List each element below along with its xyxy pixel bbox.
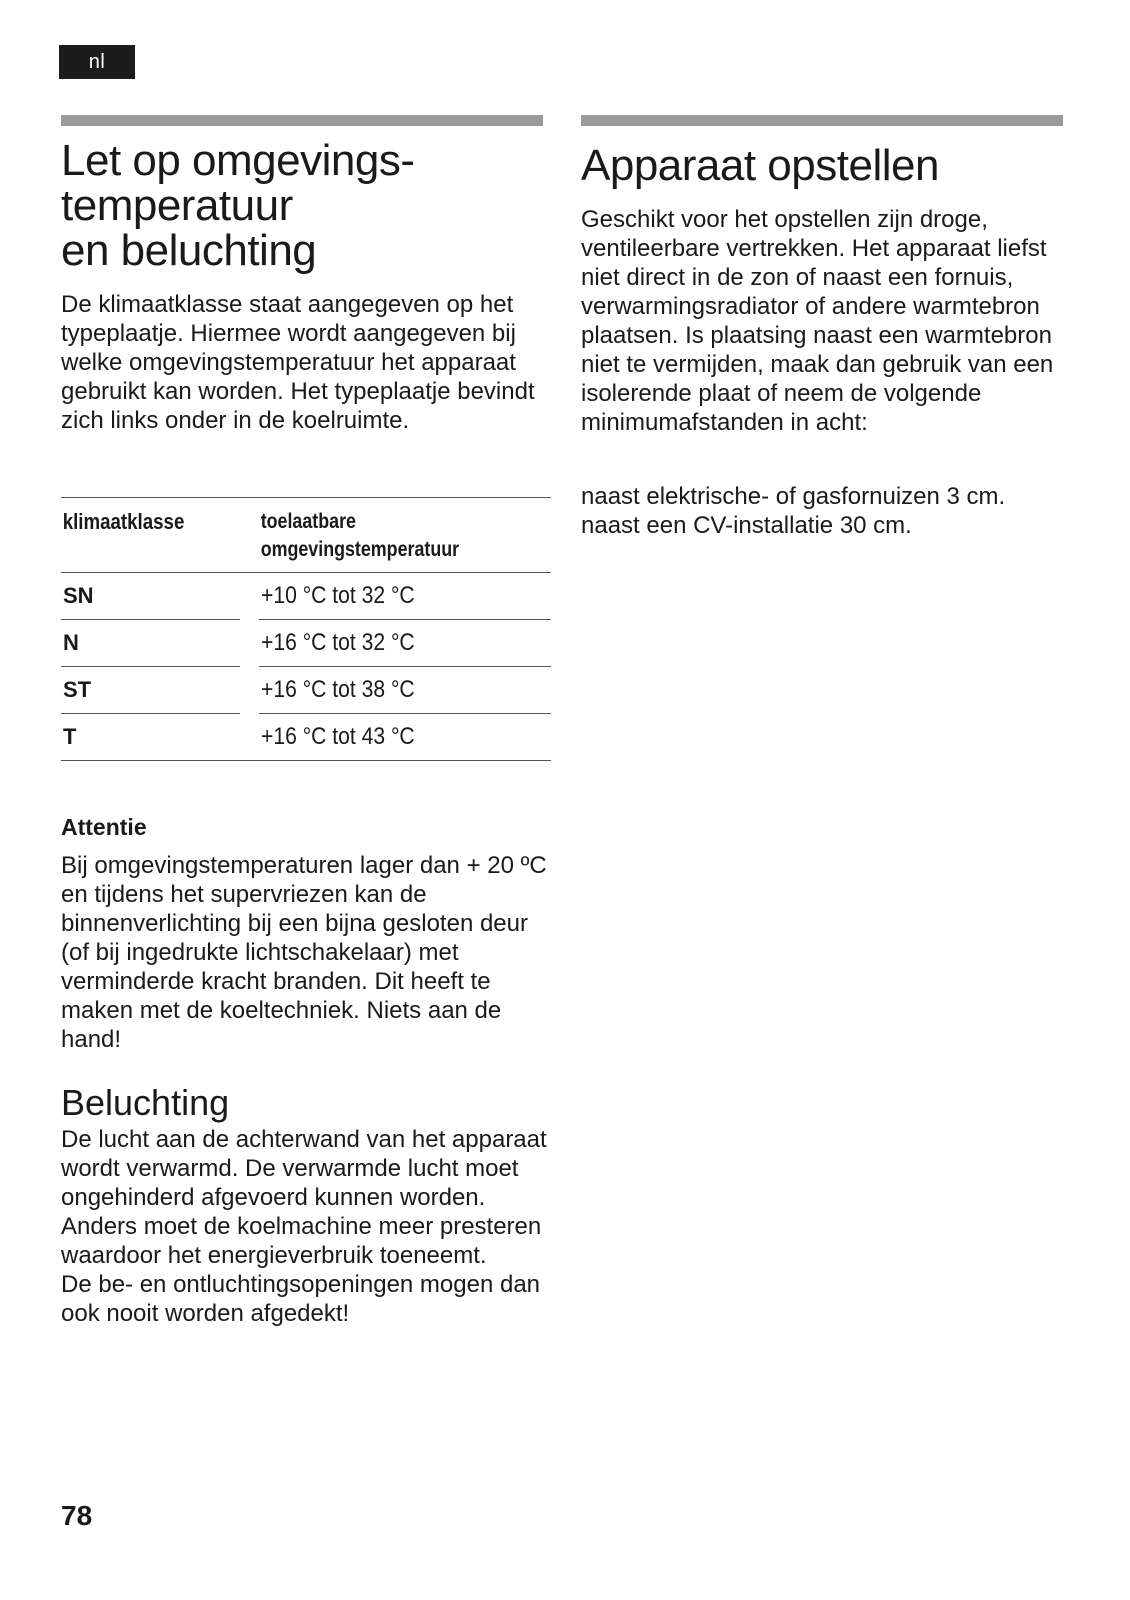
temp-cell: +16 °C tot 38 °C bbox=[259, 667, 551, 714]
heading-omgevingstemperatuur: Let op omgevings- temperatuur en beluchting bbox=[61, 136, 415, 275]
beluchting-paragraph-2: De be- en ontluchtingsopeningen mogen dan ook nooit worden afgedekt! bbox=[61, 1271, 541, 1327]
attention-title: Attentie bbox=[61, 814, 147, 840]
distance-item: naast een CV-installatie 30 cm. bbox=[581, 512, 912, 539]
beluchting-paragraph-1: De lucht aan de achterwand van het apparaat wordt verwarmd. De verwarmde lucht moet ongehinderd afgevoerd kunnen worden. Anders moet de koelmachine meer presteren waardoor het energieverbruik toeneemt. bbox=[61, 1126, 547, 1269]
language-tab: nl bbox=[59, 45, 135, 79]
header-toelaatbare-temperatuur: toelaatbare omgevingstemperatuur bbox=[259, 498, 507, 573]
heading-apparaat-opstellen: Apparaat opstellen bbox=[581, 141, 939, 190]
intro-opstellen: Geschikt voor het opstellen zijn droge, ventileerbare vertrekken. Het apparaat liefst niet direct in de zon of naast een fornuis, verwarmingsradiator of andere warmtebron plaatsen. Is plaatsing naast een warmtebron niet te vermijden, maak dan gebruik van een isolerende plaat of neem de volgende minimumafstanden in acht: bbox=[581, 206, 1054, 436]
temp-cell: +16 °C tot 32 °C bbox=[259, 620, 551, 667]
table-row bbox=[61, 667, 551, 714]
table-row bbox=[61, 714, 551, 761]
attention-text: Bij omgevingstemperaturen lager dan + 20 ºC en tijdens het supervriezen kan de binnenverlichting bij een bijna gesloten deur (of bij ingedrukte lichtschakelaar) met verminderde kracht branden. Dit heeft te maken met de koeltechniek. Niets aan de hand! bbox=[61, 852, 547, 1053]
table-row bbox=[61, 573, 551, 620]
klasse-cell: N bbox=[61, 620, 240, 667]
beluchting-text bbox=[61, 1125, 551, 1328]
klasse-cell: SN bbox=[61, 573, 240, 620]
section-rule-right bbox=[581, 115, 1063, 126]
section-rule-left bbox=[61, 115, 543, 126]
distance-item: naast elektrische- of gasfornuizen 3 cm. bbox=[581, 483, 1006, 510]
header-klimaatklasse: klimaatklasse bbox=[61, 498, 213, 573]
temp-cell: +16 °C tot 43 °C bbox=[259, 714, 551, 761]
page-number: 78 bbox=[61, 1500, 93, 1531]
klasse-cell: ST bbox=[61, 667, 240, 714]
klasse-cell: T bbox=[61, 714, 240, 761]
heading-beluchting: Beluchting bbox=[61, 1082, 230, 1123]
distance-list bbox=[581, 482, 1065, 540]
table-header-row bbox=[61, 498, 551, 573]
temp-cell: +10 °C tot 32 °C bbox=[259, 573, 551, 620]
intro-klimaatklasse: De klimaatklasse staat aangegeven op het typeplaatje. Hiermee wordt aangegeven bij welke omgevingstemperatuur het apparaat gebruikt kan worden. Het typeplaatje bevindt zich links onder in de koelruimte. bbox=[61, 291, 535, 434]
table-row bbox=[61, 620, 551, 667]
climate-class-table bbox=[61, 497, 551, 761]
